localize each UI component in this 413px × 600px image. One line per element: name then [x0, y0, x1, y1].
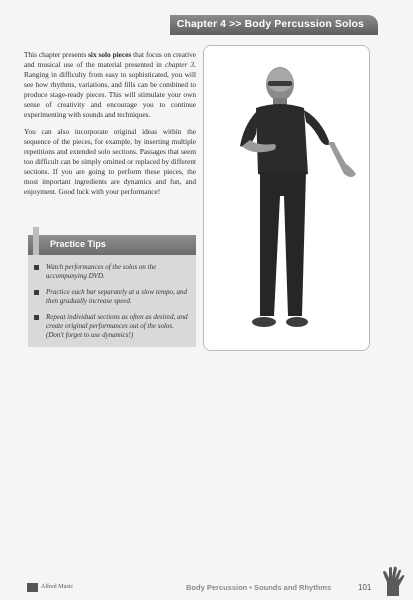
performer-photo [203, 45, 370, 351]
practice-tips-title: Practice Tips [50, 239, 106, 249]
chapter-header-bar [170, 15, 378, 35]
practice-tips-list [34, 263, 190, 347]
page-number: 101 [358, 583, 372, 592]
footer-book-title: Body Percussion • Sounds and Rhythms [186, 583, 332, 592]
list-item: Repeat individual sections as often as desired, and create original performances out of the solos. (Don't forget to use dynamics!) [34, 313, 190, 340]
bullet-icon [34, 290, 39, 295]
publisher-logo: Alfred Music [27, 582, 73, 592]
alfred-logo-icon [27, 583, 38, 592]
hand-icon [381, 566, 407, 596]
intro-text [24, 50, 196, 204]
intro-paragraph-1: This chapter presents six solo pieces that focus on creative and musical use of the material presented in chapter 3. Ranging in difficulty from easy to sophisticated, you will see how rhythms, variations, and fills can be combined to produce stage-ready pieces. This will stimulate your own sense of creativity and encourage you to continue experimenting with sounds and techniques. [24, 50, 196, 119]
bullet-icon [34, 265, 39, 270]
chapter-title: Chapter 4 >> Body Percussion Solos [176, 18, 364, 30]
list-item: Practice each bar separately at a slow tempo, and then gradually increase speed. [34, 288, 190, 306]
practice-tips-tab [33, 227, 39, 255]
bullet-icon [34, 315, 39, 320]
list-item: Watch performances of the solos on the accompanying DVD. [34, 263, 190, 281]
intro-paragraph-2: You can also incorporate original ideas within the sequence of the pieces, for example, by inserting multiple repetitions and extended solo sections. Passages that seem too difficult can be simply omitted or replaced by different sections. If you are going to perform these pieces, the most important ingredients are dynamics and fun, and enjoyment. Good luck with your performance! [24, 127, 196, 196]
